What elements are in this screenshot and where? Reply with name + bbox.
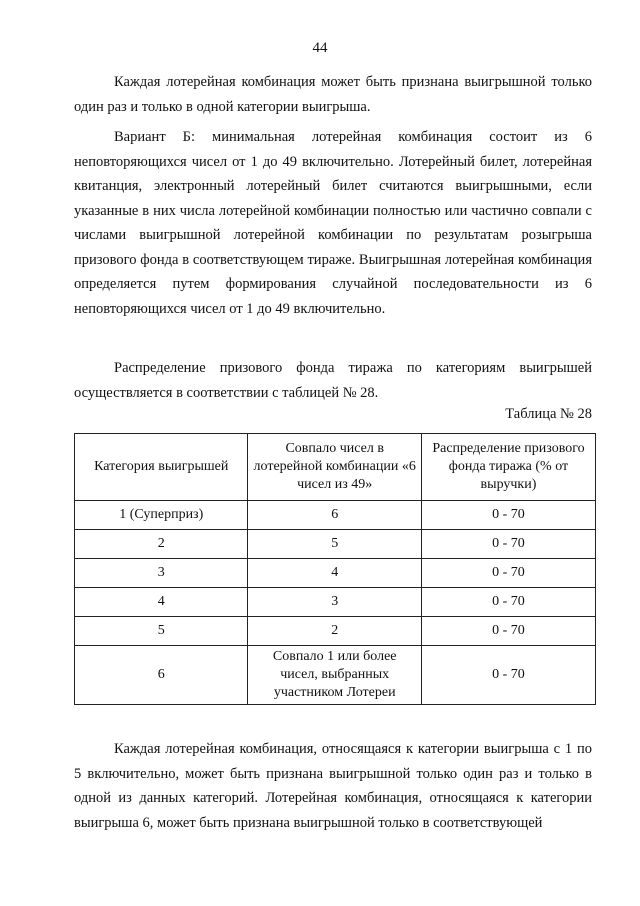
cell-category: 2 — [75, 530, 248, 559]
cell-matched: Совпало 1 или более чисел, выбранных участником Лотереи — [248, 646, 421, 705]
cell-category: 3 — [75, 559, 248, 588]
cell-matched: 3 — [248, 588, 421, 617]
cell-category: 5 — [75, 617, 248, 646]
cell-distribution: 0 - 70 — [421, 617, 595, 646]
cell-distribution: 0 - 70 — [421, 501, 595, 530]
cell-matched: 4 — [248, 559, 421, 588]
paragraph-2-text: Вариант Б: минимальная лотерейная комбинация состоит из 6 неповторяющихся чисел от 1 до 49 включительно. Лотерейный билет, лотерейная квитанция, электронный лотерейный билет считаются выигрышными, если указанные в них числа лотерейной комбинации полностью или частично совпали с числами выигрышной лотерейной комбинации по результатам розыгрыша призового фонда в соответствующем тираже. Выигрышная лотерейная комбинация определяется путем формирования случайной последовательности из 6 неповторяющихся чисел от 1 до 49 включительно. — [74, 129, 592, 317]
paragraph-4-text: Каждая лотерейная комбинация, относящаяся к категории выигрыша с 1 по 5 включительно, может быть признана выигрышной только один раз и только в одной из данных категорий. Лотерейная комбинация, относящаяся к категории выигрыша 6, может быть признана выигрышной только в соответствующей — [74, 741, 592, 831]
paragraph-1-text: Каждая лотерейная комбинация может быть признана выигрышной только один раз и только в одной категории выигрыша. — [74, 74, 592, 115]
header-matched-numbers: Совпало чисел в лотерейной комбинации «6 чисел из 49» — [248, 434, 421, 501]
cell-matched: 2 — [248, 617, 421, 646]
table-caption: Таблица № 28 — [505, 406, 592, 422]
cell-distribution: 0 - 70 — [421, 530, 595, 559]
prize-distribution-table — [74, 433, 596, 705]
table-header-row — [75, 434, 596, 501]
page-number: 44 — [312, 40, 328, 56]
cell-category: 4 — [75, 588, 248, 617]
table-row — [75, 617, 596, 646]
paragraph-3-text: Распределение призового фонда тиража по категориям выигрышей осуществляется в соответствии с таблицей № 28. — [74, 360, 592, 401]
paragraph-2 — [74, 125, 592, 321]
cell-distribution: 0 - 70 — [421, 559, 595, 588]
cell-category: 6 — [75, 646, 248, 705]
cell-distribution: 0 - 70 — [421, 588, 595, 617]
cell-matched: 6 — [248, 501, 421, 530]
paragraph-1 — [74, 70, 592, 119]
cell-distribution: 0 - 70 — [421, 646, 595, 705]
table-row — [75, 501, 596, 530]
header-prize-distribution: Распределение призового фонда тиража (% от выручки) — [421, 434, 595, 501]
table-row — [75, 530, 596, 559]
cell-matched: 5 — [248, 530, 421, 559]
header-category: Категория выигрышей — [75, 434, 248, 501]
table-row — [75, 559, 596, 588]
table-row — [75, 588, 596, 617]
table-row — [75, 646, 596, 705]
paragraph-4 — [74, 737, 592, 835]
paragraph-3 — [74, 356, 592, 405]
cell-category: 1 (Суперприз) — [75, 501, 248, 530]
